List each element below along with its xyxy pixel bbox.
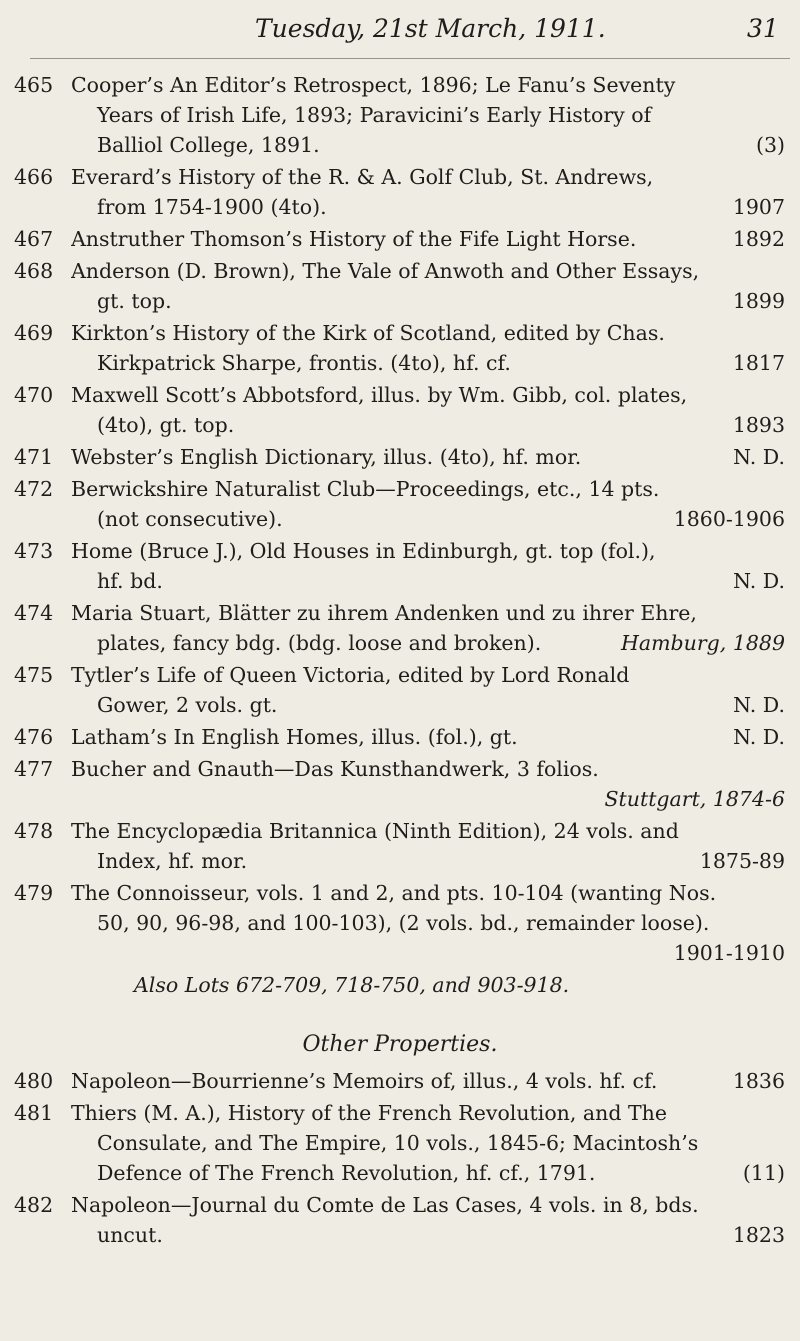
lot-line-text: Berwickshire Naturalist Club—Proceedings, etc., 14 pts. xyxy=(71,477,660,501)
lot-line xyxy=(71,536,785,566)
lot-entry xyxy=(0,256,800,316)
lot-date: Stuttgart, 1874-6 xyxy=(604,787,785,811)
lot-line-text: Tytler’s Life of Queen Victoria, edited by Lord Ronald xyxy=(71,663,630,687)
lot-line xyxy=(71,100,785,130)
lot-line xyxy=(71,754,785,784)
lot-line-text: Napoleon—Bourrienne’s Memoirs of, illus., 4 vols. hf. cf. xyxy=(71,1069,658,1093)
lot-line xyxy=(71,878,785,908)
lot-line-text: The Connoisseur, vols. 1 and 2, and pts. 10-104 (wanting Nos. xyxy=(71,881,717,905)
lot-number: 482 xyxy=(14,1193,54,1217)
lot-description xyxy=(71,224,785,254)
lot-date: Hamburg, 1889 xyxy=(621,631,785,655)
lot-line-text: Anstruther Thomson’s History of the Fife Light Horse. xyxy=(71,227,637,251)
lot-entry xyxy=(0,1066,800,1096)
lot-line-text: Latham’s In English Homes, illus. (fol.), gt. xyxy=(71,725,518,749)
lot-line-text: Napoleon—Journal du Comte de Las Cases, 4 vols. in 8, bds. xyxy=(71,1193,699,1217)
lot-line-text: from 1754-1900 (4to). xyxy=(97,195,327,219)
lot-line-text: Consulate, and The Empire, 10 vols., 1845-6; Macintosh’s xyxy=(97,1131,699,1155)
lot-line-text: (not consecutive). xyxy=(97,507,283,531)
lot-line-text: hf. bd. xyxy=(97,569,163,593)
lot-description xyxy=(71,318,785,378)
page-header-title: Tuesday, 21st March, 1911. xyxy=(255,14,606,43)
lot-description xyxy=(71,598,785,658)
lot-line-text: Kirkton’s History of the Kirk of Scotland, edited by Chas. xyxy=(71,321,665,345)
lot-entry xyxy=(0,878,800,968)
lot-entry xyxy=(0,162,800,222)
lot-number: 478 xyxy=(14,819,54,843)
lot-date: 1899 xyxy=(732,289,785,313)
lot-group-main xyxy=(0,70,800,968)
lot-line xyxy=(71,566,785,596)
lot-number: 477 xyxy=(14,757,54,781)
lot-date: N. D. xyxy=(733,725,785,749)
lot-description xyxy=(71,1190,785,1250)
lot-entry xyxy=(0,1190,800,1250)
lot-list xyxy=(0,70,800,1252)
lot-line xyxy=(71,474,785,504)
lot-number: 470 xyxy=(14,383,54,407)
lot-entry xyxy=(0,70,800,160)
lot-description xyxy=(71,442,785,472)
lot-date: 1836 xyxy=(732,1069,785,1093)
lot-line xyxy=(71,442,785,472)
lot-date: 1901-1910 xyxy=(673,941,785,965)
lot-description xyxy=(71,1066,785,1096)
lot-line-text: Maxwell Scott’s Abbotsford, illus. by Wm. Gibb, col. plates, xyxy=(71,383,688,407)
lot-date: (3) xyxy=(755,133,785,157)
lot-entry xyxy=(0,1098,800,1188)
lot-description xyxy=(71,816,785,876)
lot-line xyxy=(71,628,785,658)
lot-entry xyxy=(0,318,800,378)
lot-line-text: Webster’s English Dictionary, illus. (4to), hf. mor. xyxy=(71,445,582,469)
lot-line xyxy=(71,938,785,968)
lot-number: 469 xyxy=(14,321,54,345)
lot-line xyxy=(71,846,785,876)
lot-line-text: Cooper’s An Editor’s Retrospect, 1896; Le Fanu’s Seventy xyxy=(71,73,676,97)
lot-number: 472 xyxy=(14,477,54,501)
lot-date: 1875-89 xyxy=(699,849,785,873)
lot-line-text: Years of Irish Life, 1893; Paravicini’s Early History of xyxy=(97,103,652,127)
lot-line xyxy=(71,1158,785,1188)
lot-line xyxy=(71,722,785,752)
lot-line xyxy=(71,784,785,814)
lot-line-text: Balliol College, 1891. xyxy=(97,133,320,157)
lot-line xyxy=(71,504,785,534)
lot-description xyxy=(71,1098,785,1188)
lot-date: 1823 xyxy=(732,1223,785,1247)
lot-line-text: Thiers (M. A.), History of the French Revolution, and The xyxy=(71,1101,667,1125)
lot-entry xyxy=(0,598,800,658)
lot-description xyxy=(71,878,785,968)
lot-line-text: Defence of The French Revolution, hf. cf., 1791. xyxy=(97,1161,596,1185)
lot-description xyxy=(71,380,785,440)
lot-date: N. D. xyxy=(733,693,785,717)
lot-line-text: uncut. xyxy=(97,1223,163,1247)
lot-line xyxy=(71,162,785,192)
lot-line-text: Index, hf. mor. xyxy=(97,849,248,873)
lot-entry xyxy=(0,536,800,596)
lot-description xyxy=(71,162,785,222)
lot-number: 479 xyxy=(14,881,54,905)
lot-description xyxy=(71,660,785,720)
lot-line xyxy=(71,410,785,440)
lot-number: 474 xyxy=(14,601,54,625)
lot-entry xyxy=(0,816,800,876)
lot-line-text: Everard’s History of the R. & A. Golf Club, St. Andrews, xyxy=(71,165,654,189)
lot-description xyxy=(71,754,785,814)
lot-line-text: Gower, 2 vols. gt. xyxy=(97,693,278,717)
lot-line-text: (4to), gt. top. xyxy=(97,413,235,437)
lot-date: N. D. xyxy=(733,569,785,593)
lot-number: 466 xyxy=(14,165,54,189)
lot-line xyxy=(71,598,785,628)
lot-line xyxy=(71,660,785,690)
lot-line xyxy=(71,192,785,222)
lot-line xyxy=(71,816,785,846)
lot-date: 1892 xyxy=(732,227,785,251)
lot-entry xyxy=(0,442,800,472)
lot-entry xyxy=(0,224,800,254)
lot-line-text: Anderson (D. Brown), The Vale of Anwoth and Other Essays, xyxy=(71,259,700,283)
lot-number: 468 xyxy=(14,259,54,283)
lot-line-text: Kirkpatrick Sharpe, frontis. (4to), hf. cf. xyxy=(97,351,511,375)
page-number: 31 xyxy=(747,14,779,43)
lot-line-text: The Encyclopædia Britannica (Ninth Edition), 24 vols. and xyxy=(71,819,679,843)
lot-entry xyxy=(0,474,800,534)
lot-date: 1893 xyxy=(732,413,785,437)
lot-line xyxy=(71,1220,785,1250)
lot-number: 481 xyxy=(14,1101,54,1125)
header-rule xyxy=(30,58,790,59)
lot-line xyxy=(71,130,785,160)
lot-number: 465 xyxy=(14,73,54,97)
lot-number: 476 xyxy=(14,725,54,749)
lot-date: N. D. xyxy=(733,445,785,469)
page-header xyxy=(0,14,800,48)
lot-number: 480 xyxy=(14,1069,54,1093)
lot-line xyxy=(71,348,785,378)
lot-line-text: Maria Stuart, Blätter zu ihrem Andenken und zu ihrer Ehre, xyxy=(71,601,697,625)
lot-line xyxy=(71,380,785,410)
lot-line xyxy=(71,256,785,286)
lot-line xyxy=(71,70,785,100)
lot-line-text: plates, fancy bdg. (bdg. loose and broken). xyxy=(97,631,542,655)
lot-description xyxy=(71,474,785,534)
lot-line xyxy=(71,1128,785,1158)
lot-line-text: gt. top. xyxy=(97,289,172,313)
lot-number: 467 xyxy=(14,227,54,251)
lot-line xyxy=(71,224,785,254)
lot-date: 1860-1906 xyxy=(673,507,785,531)
lot-line xyxy=(71,286,785,316)
lot-line xyxy=(71,1066,785,1096)
lot-description xyxy=(71,536,785,596)
lot-line xyxy=(71,690,785,720)
lot-line xyxy=(71,318,785,348)
lot-line xyxy=(71,908,785,938)
lot-date: (11) xyxy=(742,1161,785,1185)
lot-description xyxy=(71,256,785,316)
lot-group-other-properties xyxy=(0,1066,800,1250)
lot-number: 471 xyxy=(14,445,54,469)
section-title: Other Properties. xyxy=(302,1032,498,1057)
lot-line xyxy=(71,1190,785,1220)
lot-entry xyxy=(0,660,800,720)
lot-line-text: 50, 90, 96-98, and 100-103), (2 vols. bd., remainder loose). xyxy=(97,911,710,935)
lot-number: 475 xyxy=(14,663,54,687)
lot-description xyxy=(71,70,785,160)
lot-date: 1907 xyxy=(732,195,785,219)
lot-date: 1817 xyxy=(732,351,785,375)
lot-entry xyxy=(0,754,800,814)
lot-entry xyxy=(0,380,800,440)
also-lots-note: Also Lots 672-709, 718-750, and 903-918. xyxy=(134,973,570,997)
lot-number: 473 xyxy=(14,539,54,563)
lot-line xyxy=(71,1098,785,1128)
lot-line-text: Bucher and Gnauth—Das Kunsthandwerk, 3 folios. xyxy=(71,757,599,781)
lot-description xyxy=(71,722,785,752)
lot-line-text: Home (Bruce J.), Old Houses in Edinburgh, gt. top (fol.), xyxy=(71,539,656,563)
lot-entry xyxy=(0,722,800,752)
